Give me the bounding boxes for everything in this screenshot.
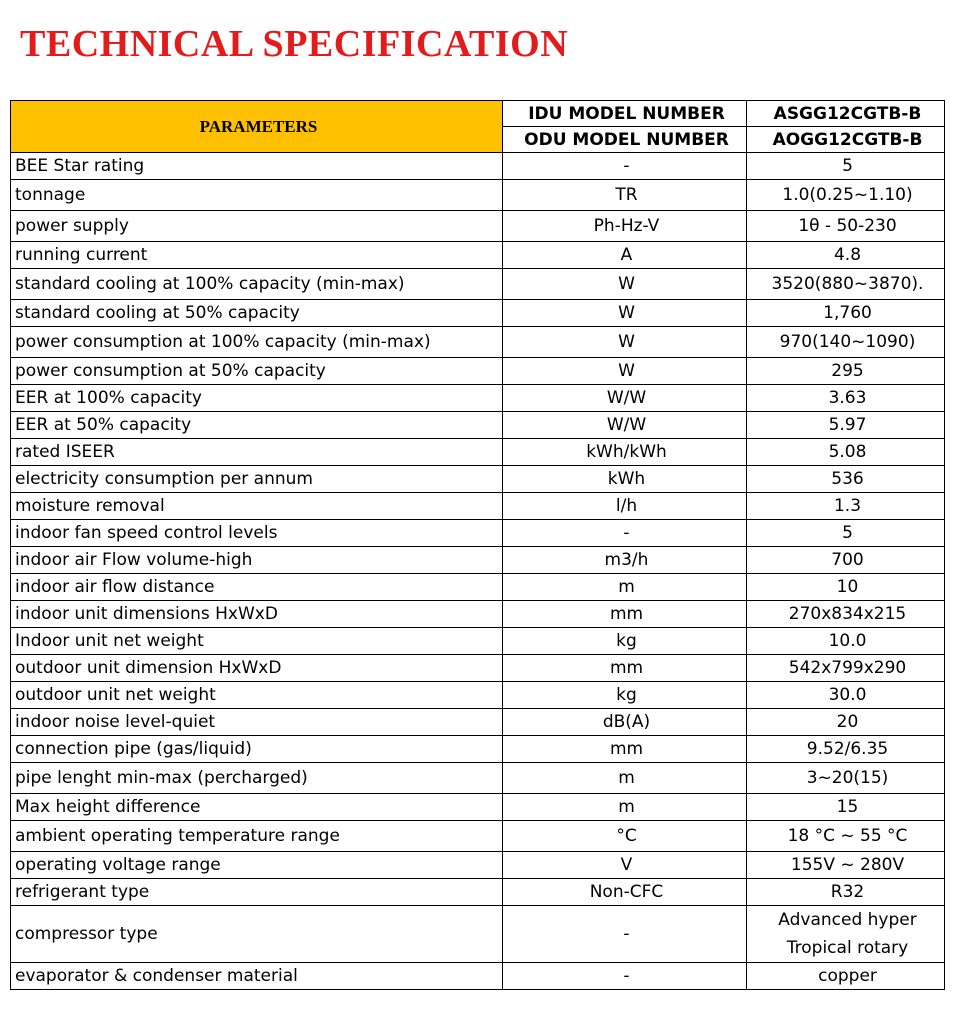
value-cell: 1.3	[747, 493, 945, 520]
unit-cell: mm	[503, 736, 747, 763]
table-row	[11, 269, 945, 300]
table-row	[11, 327, 945, 358]
value-cell: 1,760	[747, 300, 945, 327]
parameter-cell: Indoor unit net weight	[11, 628, 503, 655]
parameter-cell: moisture removal	[11, 493, 503, 520]
table-row	[11, 879, 945, 906]
unit-cell: m	[503, 794, 747, 821]
table-row	[11, 439, 945, 466]
parameter-cell: power supply	[11, 211, 503, 242]
parameter-cell: refrigerant type	[11, 879, 503, 906]
unit-cell: V	[503, 852, 747, 879]
unit-cell: W/W	[503, 412, 747, 439]
value-cell: R32	[747, 879, 945, 906]
value-cell: 30.0	[747, 682, 945, 709]
table-row	[11, 300, 945, 327]
spec-table	[10, 100, 945, 990]
table-row	[11, 906, 945, 963]
value-cell: 5.97	[747, 412, 945, 439]
unit-cell: kWh	[503, 466, 747, 493]
value-cell: 18 °C ~ 55 °C	[747, 821, 945, 852]
table-row	[11, 709, 945, 736]
value-cell: copper	[747, 963, 945, 990]
table-row	[11, 466, 945, 493]
parameter-cell: rated ISEER	[11, 439, 503, 466]
value-cell: 536	[747, 466, 945, 493]
parameter-cell: running current	[11, 242, 503, 269]
table-row	[11, 655, 945, 682]
value-cell: 10	[747, 574, 945, 601]
unit-cell: -	[503, 963, 747, 990]
value-cell: 10.0	[747, 628, 945, 655]
parameter-cell: standard cooling at 50% capacity	[11, 300, 503, 327]
parameter-cell: outdoor unit dimension HxWxD	[11, 655, 503, 682]
parameter-cell: standard cooling at 100% capacity (min-max)	[11, 269, 503, 300]
value-cell: Advanced hyper Tropical rotary	[747, 906, 945, 963]
unit-cell: -	[503, 906, 747, 963]
parameter-cell: EER at 50% capacity	[11, 412, 503, 439]
unit-cell: Ph-Hz-V	[503, 211, 747, 242]
parameter-cell: indoor fan speed control levels	[11, 520, 503, 547]
table-row	[11, 763, 945, 794]
value-cell: 9.52/6.35	[747, 736, 945, 763]
value-cell: 295	[747, 358, 945, 385]
value-cell: 3~20(15)	[747, 763, 945, 794]
unit-cell: W/W	[503, 385, 747, 412]
parameter-cell: connection pipe (gas/liquid)	[11, 736, 503, 763]
value-cell: 542x799x290	[747, 655, 945, 682]
parameter-cell: indoor unit dimensions HxWxD	[11, 601, 503, 628]
unit-cell: -	[503, 153, 747, 180]
parameter-cell: indoor air flow distance	[11, 574, 503, 601]
parameters-header: PARAMETERS	[11, 101, 503, 153]
parameter-cell: indoor air Flow volume-high	[11, 547, 503, 574]
value-cell: 1θ - 50-230	[747, 211, 945, 242]
value-cell: 4.8	[747, 242, 945, 269]
table-row	[11, 211, 945, 242]
unit-cell: dB(A)	[503, 709, 747, 736]
parameter-cell: ambient operating temperature range	[11, 821, 503, 852]
idu-model-number: ASGG12CGTB-B	[747, 101, 945, 127]
unit-cell: Non-CFC	[503, 879, 747, 906]
odu-model-label: ODU MODEL NUMBER	[503, 127, 747, 153]
value-cell: 970(140~1090)	[747, 327, 945, 358]
parameter-cell: power consumption at 100% capacity (min-max)	[11, 327, 503, 358]
table-row	[11, 736, 945, 763]
parameter-cell: outdoor unit net weight	[11, 682, 503, 709]
unit-cell: mm	[503, 601, 747, 628]
unit-cell: kWh/kWh	[503, 439, 747, 466]
unit-cell: mm	[503, 655, 747, 682]
table-row	[11, 385, 945, 412]
odu-model-number: AOGG12CGTB-B	[747, 127, 945, 153]
parameter-cell: pipe lenght min-max (percharged)	[11, 763, 503, 794]
unit-cell: m	[503, 574, 747, 601]
parameter-cell: Max height difference	[11, 794, 503, 821]
parameter-cell: operating voltage range	[11, 852, 503, 879]
value-cell: 1.0(0.25~1.10)	[747, 180, 945, 211]
page-title: TECHNICAL SPECIFICATION	[20, 23, 569, 65]
parameter-cell: compressor type	[11, 906, 503, 963]
table-row	[11, 574, 945, 601]
unit-cell: W	[503, 358, 747, 385]
unit-cell: A	[503, 242, 747, 269]
unit-cell: -	[503, 520, 747, 547]
parameter-cell: power consumption at 50% capacity	[11, 358, 503, 385]
unit-cell: m3/h	[503, 547, 747, 574]
table-row	[11, 547, 945, 574]
value-cell: 20	[747, 709, 945, 736]
value-cell: 270x834x215	[747, 601, 945, 628]
unit-cell: l/h	[503, 493, 747, 520]
unit-cell: TR	[503, 180, 747, 211]
table-row	[11, 153, 945, 180]
table-row	[11, 628, 945, 655]
value-cell: 5.08	[747, 439, 945, 466]
table-row	[11, 412, 945, 439]
unit-cell: W	[503, 269, 747, 300]
table-row	[11, 180, 945, 211]
table-row	[11, 493, 945, 520]
parameter-cell: evaporator & condenser material	[11, 963, 503, 990]
parameter-cell: EER at 100% capacity	[11, 385, 503, 412]
parameter-cell: tonnage	[11, 180, 503, 211]
value-cell: 15	[747, 794, 945, 821]
table-row	[11, 242, 945, 269]
table-row	[11, 821, 945, 852]
table-row	[11, 682, 945, 709]
unit-cell: kg	[503, 682, 747, 709]
table-row	[11, 963, 945, 990]
parameter-cell: electricity consumption per annum	[11, 466, 503, 493]
table-row	[11, 601, 945, 628]
value-cell: 5	[747, 153, 945, 180]
table-row	[11, 358, 945, 385]
unit-cell: W	[503, 300, 747, 327]
value-cell: 155V ~ 280V	[747, 852, 945, 879]
value-cell: 3.63	[747, 385, 945, 412]
parameter-cell: indoor noise level-quiet	[11, 709, 503, 736]
unit-cell: m	[503, 763, 747, 794]
idu-model-label: IDU MODEL NUMBER	[503, 101, 747, 127]
header-row-idu	[11, 101, 945, 127]
value-cell: 3520(880~3870).	[747, 269, 945, 300]
table-row	[11, 520, 945, 547]
value-cell: 5	[747, 520, 945, 547]
unit-cell: °C	[503, 821, 747, 852]
parameter-cell: BEE Star rating	[11, 153, 503, 180]
table-row	[11, 852, 945, 879]
unit-cell: W	[503, 327, 747, 358]
value-cell: 700	[747, 547, 945, 574]
unit-cell: kg	[503, 628, 747, 655]
table-row	[11, 794, 945, 821]
